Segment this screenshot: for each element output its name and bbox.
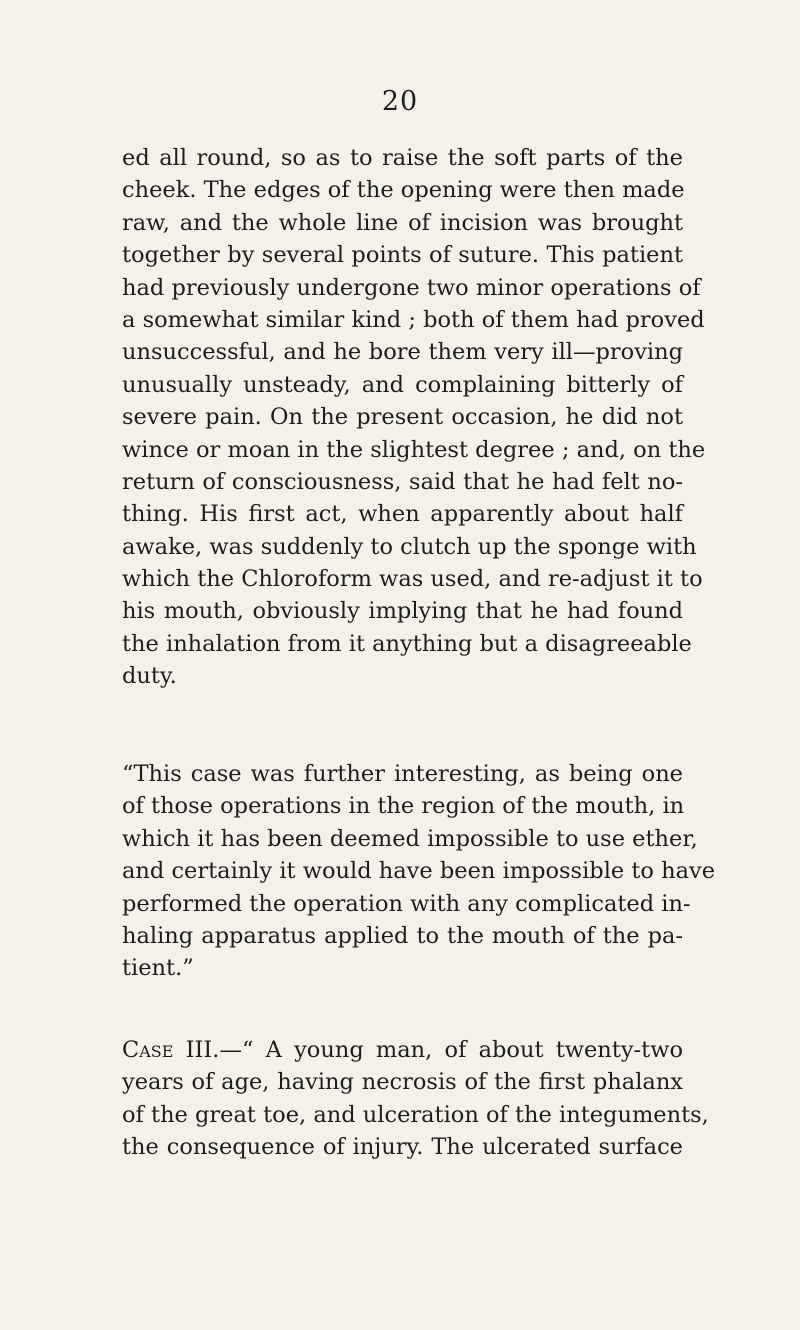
text-line: his mouth, obviously implying that he had found — [122, 598, 683, 625]
paragraph-3 — [122, 1034, 709, 1164]
text-line-with-case-label — [122, 1034, 683, 1066]
text-line: tient.” — [122, 955, 194, 982]
text-line: wince or moan in the slightest degree ; and, on the — [122, 436, 706, 463]
text-line: raw, and the whole line of incision was brought — [122, 209, 683, 236]
text-line-content: —“ A young man, of about twenty-two — [219, 1037, 683, 1063]
text-line: unusually unsteady, and complaining bitterly of — [122, 371, 683, 398]
text-line: the consequence of injury. The ulcerated surface — [122, 1134, 683, 1161]
text-line: thing. His first act, when apparently about half — [122, 501, 683, 528]
text-line: awake, was suddenly to clutch up the sponge with — [122, 533, 697, 560]
text-line: which the Chloroform was used, and re-adjust it to — [122, 566, 703, 593]
text-line: return of consciousness, said that he had felt no- — [122, 468, 683, 495]
text-line: years of age, having necrosis of the first phalanx — [122, 1069, 683, 1096]
case-label: Case III. — [122, 1037, 220, 1063]
text-line: unsuccessful, and he bore them very ill—proving — [122, 339, 683, 366]
text-line: a somewhat similar kind ; both of them had proved — [122, 306, 705, 333]
text-line: ed all round, so as to raise the soft parts of the — [122, 145, 683, 171]
text-line: haling apparatus applied to the mouth of the pa- — [122, 922, 683, 949]
text-line: which it has been deemed impossible to use ether, — [122, 825, 698, 852]
text-line: together by several points of suture. This patient — [122, 242, 683, 269]
paragraph-2 — [122, 758, 716, 985]
text-line: cheek. The edges of the opening were then made — [122, 177, 685, 204]
text-line: the inhalation from it anything but a disagreeable — [122, 630, 692, 657]
text-line: had previously undergone two minor operations of — [122, 274, 701, 301]
page-number: 20 — [381, 86, 419, 117]
paragraph-1 — [122, 142, 706, 693]
text-line: and certainly it would have been impossible to have — [122, 858, 716, 885]
text-line: of the great toe, and ulceration of the integuments, — [122, 1101, 709, 1128]
text-line: duty. — [122, 663, 177, 690]
text-line: “This case was further interesting, as being one — [122, 761, 683, 787]
text-line: performed the operation with any complicated in- — [122, 890, 691, 917]
text-line: of those operations in the region of the mouth, in — [122, 793, 685, 820]
text-line: severe pain. On the present occasion, he did not — [122, 404, 683, 431]
